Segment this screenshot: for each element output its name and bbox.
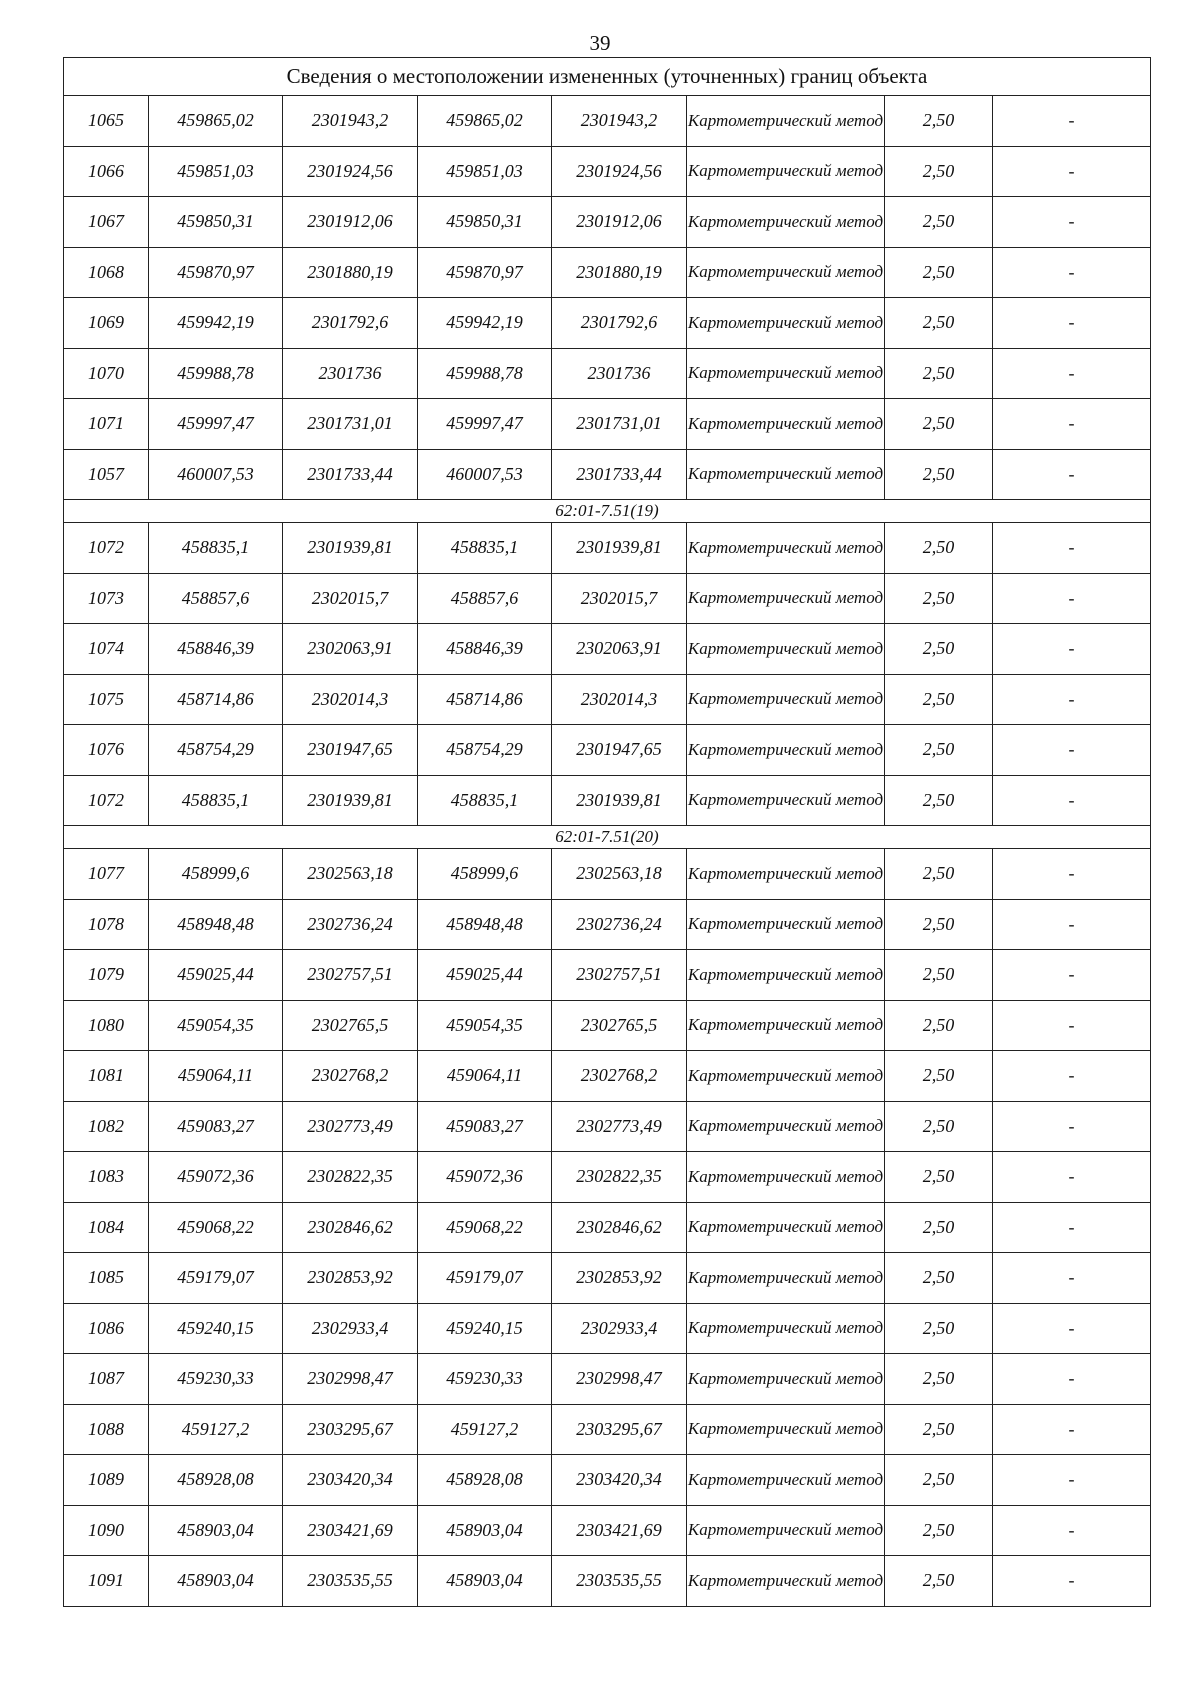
cell-accuracy: 2,50 [885,1556,993,1607]
cell-description: - [993,348,1151,399]
cell-x-existing: 459988,78 [149,348,283,399]
cell-description: - [993,1253,1151,1304]
cell-description: - [993,298,1151,349]
cell-y-new: 2301947,65 [552,725,687,776]
cell-description: - [993,1455,1151,1506]
table-row [64,624,1151,675]
cell-accuracy: 2,50 [885,146,993,197]
cell-x-existing: 458857,6 [149,573,283,624]
cell-y-new: 2302757,51 [552,950,687,1001]
table-row [64,899,1151,950]
cell-y-new: 2301943,2 [552,96,687,147]
cell-x-existing: 459127,2 [149,1404,283,1455]
cell-accuracy: 2,50 [885,849,993,900]
cell-point-number: 1068 [64,247,149,298]
cell-y-existing: 2301731,01 [283,399,418,450]
cell-y-new: 2302015,7 [552,573,687,624]
coordinates-table [63,57,1151,1607]
cell-y-new: 2301880,19 [552,247,687,298]
table-row [64,725,1151,776]
cell-y-existing: 2302063,91 [283,624,418,675]
cell-x-new: 459072,36 [418,1152,552,1203]
cell-y-new: 2302933,4 [552,1303,687,1354]
cell-x-existing: 458948,48 [149,899,283,950]
cell-determination-method: Картометрический метод [687,725,885,776]
cell-y-existing: 2302773,49 [283,1101,418,1152]
cell-accuracy: 2,50 [885,1404,993,1455]
table-row [64,1556,1151,1607]
table-row [64,1253,1151,1304]
cell-accuracy: 2,50 [885,96,993,147]
cell-description: - [993,449,1151,500]
cell-accuracy: 2,50 [885,1455,993,1506]
cell-point-number: 1090 [64,1505,149,1556]
cell-x-existing: 458903,04 [149,1556,283,1607]
cell-point-number: 1077 [64,849,149,900]
cell-point-number: 1057 [64,449,149,500]
cell-y-new: 2302822,35 [552,1152,687,1203]
table-row [64,849,1151,900]
cell-determination-method: Картометрический метод [687,573,885,624]
cell-x-existing: 458835,1 [149,523,283,574]
cell-description: - [993,1556,1151,1607]
cell-y-new: 2302998,47 [552,1354,687,1405]
cell-point-number: 1082 [64,1101,149,1152]
cell-accuracy: 2,50 [885,725,993,776]
cell-point-number: 1088 [64,1404,149,1455]
cell-accuracy: 2,50 [885,449,993,500]
cell-y-new: 2301733,44 [552,449,687,500]
cell-description: - [993,1354,1151,1405]
cell-y-existing: 2301939,81 [283,775,418,826]
cell-y-existing: 2302757,51 [283,950,418,1001]
cell-determination-method: Картометрический метод [687,523,885,574]
cell-point-number: 1089 [64,1455,149,1506]
cell-x-new: 459988,78 [418,348,552,399]
cell-y-new: 2301792,6 [552,298,687,349]
cell-y-existing: 2301939,81 [283,523,418,574]
page-number: 39 [589,31,611,55]
cell-y-existing: 2301880,19 [283,247,418,298]
cell-accuracy: 2,50 [885,197,993,248]
cell-y-existing: 2302933,4 [283,1303,418,1354]
cell-determination-method: Картометрический метод [687,899,885,950]
table-row [64,449,1151,500]
table-row [64,298,1151,349]
cell-x-existing: 459025,44 [149,950,283,1001]
cell-point-number: 1084 [64,1202,149,1253]
cell-description: - [993,197,1151,248]
cell-point-number: 1080 [64,1000,149,1051]
cell-point-number: 1071 [64,399,149,450]
table-row [64,348,1151,399]
cell-x-new: 459850,31 [418,197,552,248]
cell-y-new: 2302063,91 [552,624,687,675]
cell-y-existing: 2301924,56 [283,146,418,197]
cell-description: - [993,573,1151,624]
cell-x-existing: 459068,22 [149,1202,283,1253]
cell-x-new: 458754,29 [418,725,552,776]
cell-description: - [993,1101,1151,1152]
table-row [64,1455,1151,1506]
cell-point-number: 1074 [64,624,149,675]
cell-accuracy: 2,50 [885,348,993,399]
cell-x-new: 459942,19 [418,298,552,349]
cell-point-number: 1069 [64,298,149,349]
table-row [64,399,1151,450]
cell-x-existing: 459870,97 [149,247,283,298]
cell-x-existing: 458754,29 [149,725,283,776]
cell-description: - [993,849,1151,900]
cell-description: - [993,523,1151,574]
section-header-row [64,826,1151,849]
cell-x-new: 458857,6 [418,573,552,624]
cell-y-existing: 2303535,55 [283,1556,418,1607]
cell-y-existing: 2302846,62 [283,1202,418,1253]
cell-point-number: 1073 [64,573,149,624]
cell-description: - [993,775,1151,826]
cell-y-existing: 2302563,18 [283,849,418,900]
cell-accuracy: 2,50 [885,950,993,1001]
cell-description: - [993,1202,1151,1253]
cell-x-new: 459064,11 [418,1051,552,1102]
cell-accuracy: 2,50 [885,523,993,574]
cell-x-existing: 459865,02 [149,96,283,147]
cell-point-number: 1086 [64,1303,149,1354]
cell-accuracy: 2,50 [885,1253,993,1304]
cell-point-number: 1087 [64,1354,149,1405]
table-row [64,146,1151,197]
cell-accuracy: 2,50 [885,1303,993,1354]
cell-accuracy: 2,50 [885,674,993,725]
cell-x-existing: 458835,1 [149,775,283,826]
cell-y-new: 2301924,56 [552,146,687,197]
cell-x-new: 459054,35 [418,1000,552,1051]
table-row [64,573,1151,624]
cell-determination-method: Картометрический метод [687,849,885,900]
cell-y-new: 2303535,55 [552,1556,687,1607]
cell-accuracy: 2,50 [885,247,993,298]
table-title: Сведения о местоположении измененных (уточненных) границ объекта [64,58,1151,96]
cell-x-new: 459997,47 [418,399,552,450]
cell-x-existing: 458928,08 [149,1455,283,1506]
cell-y-new: 2301912,06 [552,197,687,248]
table-title-row [64,58,1151,96]
cell-description: - [993,950,1151,1001]
cell-point-number: 1085 [64,1253,149,1304]
cell-accuracy: 2,50 [885,573,993,624]
cell-description: - [993,1051,1151,1102]
cell-x-existing: 459072,36 [149,1152,283,1203]
cell-x-new: 459127,2 [418,1404,552,1455]
cell-y-existing: 2302015,7 [283,573,418,624]
cell-x-new: 458835,1 [418,775,552,826]
cell-y-existing: 2302765,5 [283,1000,418,1051]
cell-point-number: 1067 [64,197,149,248]
cell-x-new: 458948,48 [418,899,552,950]
cell-x-new: 459179,07 [418,1253,552,1304]
cell-y-new: 2301731,01 [552,399,687,450]
cell-accuracy: 2,50 [885,1505,993,1556]
cell-y-new: 2302846,62 [552,1202,687,1253]
cell-point-number: 1078 [64,899,149,950]
cell-point-number: 1081 [64,1051,149,1102]
cell-determination-method: Картометрический метод [687,247,885,298]
cell-y-existing: 2302768,2 [283,1051,418,1102]
cell-x-new: 459865,02 [418,96,552,147]
cell-x-existing: 459083,27 [149,1101,283,1152]
cell-description: - [993,399,1151,450]
cell-x-existing: 459054,35 [149,1000,283,1051]
cell-y-existing: 2302998,47 [283,1354,418,1405]
cell-x-new: 458903,04 [418,1556,552,1607]
cell-description: - [993,725,1151,776]
cell-determination-method: Картометрический метод [687,1051,885,1102]
cell-x-existing: 459851,03 [149,146,283,197]
cell-point-number: 1076 [64,725,149,776]
section-label: 62:01-7.51(19) [64,500,1151,523]
cell-determination-method: Картометрический метод [687,1101,885,1152]
cell-x-existing: 458714,86 [149,674,283,725]
cell-determination-method: Картометрический метод [687,1253,885,1304]
section-label: 62:01-7.51(20) [64,826,1151,849]
cell-description: - [993,624,1151,675]
cell-point-number: 1070 [64,348,149,399]
cell-determination-method: Картометрический метод [687,1455,885,1506]
cell-x-new: 459025,44 [418,950,552,1001]
cell-y-existing: 2302822,35 [283,1152,418,1203]
cell-determination-method: Картометрический метод [687,1354,885,1405]
cell-description: - [993,674,1151,725]
cell-determination-method: Картометрический метод [687,399,885,450]
cell-determination-method: Картометрический метод [687,197,885,248]
cell-description: - [993,1152,1151,1203]
cell-determination-method: Картометрический метод [687,624,885,675]
cell-x-new: 459083,27 [418,1101,552,1152]
cell-determination-method: Картометрический метод [687,674,885,725]
cell-description: - [993,899,1151,950]
cell-x-new: 458846,39 [418,624,552,675]
cell-point-number: 1072 [64,775,149,826]
cell-x-new: 459851,03 [418,146,552,197]
cell-accuracy: 2,50 [885,624,993,675]
cell-y-existing: 2301912,06 [283,197,418,248]
cell-accuracy: 2,50 [885,1051,993,1102]
cell-y-existing: 2301943,2 [283,96,418,147]
cell-description: - [993,1000,1151,1051]
cell-determination-method: Картометрический метод [687,775,885,826]
cell-x-new: 459240,15 [418,1303,552,1354]
cell-determination-method: Картометрический метод [687,348,885,399]
cell-x-existing: 458999,6 [149,849,283,900]
cell-point-number: 1075 [64,674,149,725]
cell-x-new: 458928,08 [418,1455,552,1506]
cell-description: - [993,247,1151,298]
cell-y-existing: 2303421,69 [283,1505,418,1556]
cell-y-existing: 2303420,34 [283,1455,418,1506]
table-row [64,1354,1151,1405]
cell-determination-method: Картометрический метод [687,96,885,147]
cell-accuracy: 2,50 [885,298,993,349]
cell-x-new: 458903,04 [418,1505,552,1556]
cell-y-existing: 2301792,6 [283,298,418,349]
cell-x-new: 459230,33 [418,1354,552,1405]
cell-accuracy: 2,50 [885,1202,993,1253]
cell-y-new: 2301939,81 [552,523,687,574]
table-row [64,523,1151,574]
cell-determination-method: Картометрический метод [687,1556,885,1607]
cell-x-existing: 459240,15 [149,1303,283,1354]
cell-accuracy: 2,50 [885,1101,993,1152]
table-row [64,1505,1151,1556]
cell-y-existing: 2301947,65 [283,725,418,776]
table-row [64,950,1151,1001]
cell-point-number: 1065 [64,96,149,147]
cell-determination-method: Картометрический метод [687,298,885,349]
cell-point-number: 1091 [64,1556,149,1607]
cell-y-new: 2301939,81 [552,775,687,826]
cell-y-new: 2302853,92 [552,1253,687,1304]
cell-y-new: 2302773,49 [552,1101,687,1152]
cell-determination-method: Картометрический метод [687,1505,885,1556]
table-row [64,1000,1151,1051]
cell-y-existing: 2302853,92 [283,1253,418,1304]
table-row [64,1101,1151,1152]
cell-x-existing: 459179,07 [149,1253,283,1304]
cell-determination-method: Картометрический метод [687,950,885,1001]
cell-y-new: 2302014,3 [552,674,687,725]
cell-y-existing: 2303295,67 [283,1404,418,1455]
cell-description: - [993,96,1151,147]
table-row [64,1202,1151,1253]
cell-point-number: 1079 [64,950,149,1001]
cell-accuracy: 2,50 [885,899,993,950]
cell-x-new: 458714,86 [418,674,552,725]
cell-description: - [993,1505,1151,1556]
cell-y-existing: 2301733,44 [283,449,418,500]
cell-determination-method: Картометрический метод [687,1303,885,1354]
cell-x-existing: 459230,33 [149,1354,283,1405]
cell-y-new: 2303295,67 [552,1404,687,1455]
table-row [64,96,1151,147]
cell-x-existing: 459850,31 [149,197,283,248]
cell-point-number: 1072 [64,523,149,574]
cell-x-existing: 458903,04 [149,1505,283,1556]
cell-y-new: 2302736,24 [552,899,687,950]
cell-x-new: 460007,53 [418,449,552,500]
section-header-row [64,500,1151,523]
cell-description: - [993,1303,1151,1354]
cell-point-number: 1066 [64,146,149,197]
cell-y-existing: 2302736,24 [283,899,418,950]
cell-accuracy: 2,50 [885,1152,993,1203]
cell-determination-method: Картометрический метод [687,1152,885,1203]
cell-x-new: 458835,1 [418,523,552,574]
cell-y-new: 2303420,34 [552,1455,687,1506]
cell-x-existing: 458846,39 [149,624,283,675]
cell-y-new: 2302765,5 [552,1000,687,1051]
cell-determination-method: Картометрический метод [687,146,885,197]
cell-accuracy: 2,50 [885,1354,993,1405]
table-row [64,1152,1151,1203]
cell-description: - [993,1404,1151,1455]
cell-determination-method: Картометрический метод [687,1000,885,1051]
table-row [64,1303,1151,1354]
table-row [64,247,1151,298]
cell-x-new: 458999,6 [418,849,552,900]
cell-determination-method: Картометрический метод [687,1404,885,1455]
cell-x-existing: 460007,53 [149,449,283,500]
table-row [64,1404,1151,1455]
cell-accuracy: 2,50 [885,775,993,826]
cell-x-existing: 459064,11 [149,1051,283,1102]
table-row [64,1051,1151,1102]
cell-x-existing: 459942,19 [149,298,283,349]
cell-determination-method: Картометрический метод [687,449,885,500]
table-row [64,775,1151,826]
cell-y-existing: 2301736 [283,348,418,399]
cell-x-existing: 459997,47 [149,399,283,450]
cell-y-new: 2303421,69 [552,1505,687,1556]
cell-accuracy: 2,50 [885,1000,993,1051]
cell-y-new: 2302563,18 [552,849,687,900]
table-row [64,197,1151,248]
cell-y-new: 2301736 [552,348,687,399]
cell-x-new: 459068,22 [418,1202,552,1253]
cell-accuracy: 2,50 [885,399,993,450]
cell-point-number: 1083 [64,1152,149,1203]
cell-x-new: 459870,97 [418,247,552,298]
cell-determination-method: Картометрический метод [687,1202,885,1253]
table-row [64,674,1151,725]
cell-y-existing: 2302014,3 [283,674,418,725]
cell-description: - [993,146,1151,197]
cell-y-new: 2302768,2 [552,1051,687,1102]
